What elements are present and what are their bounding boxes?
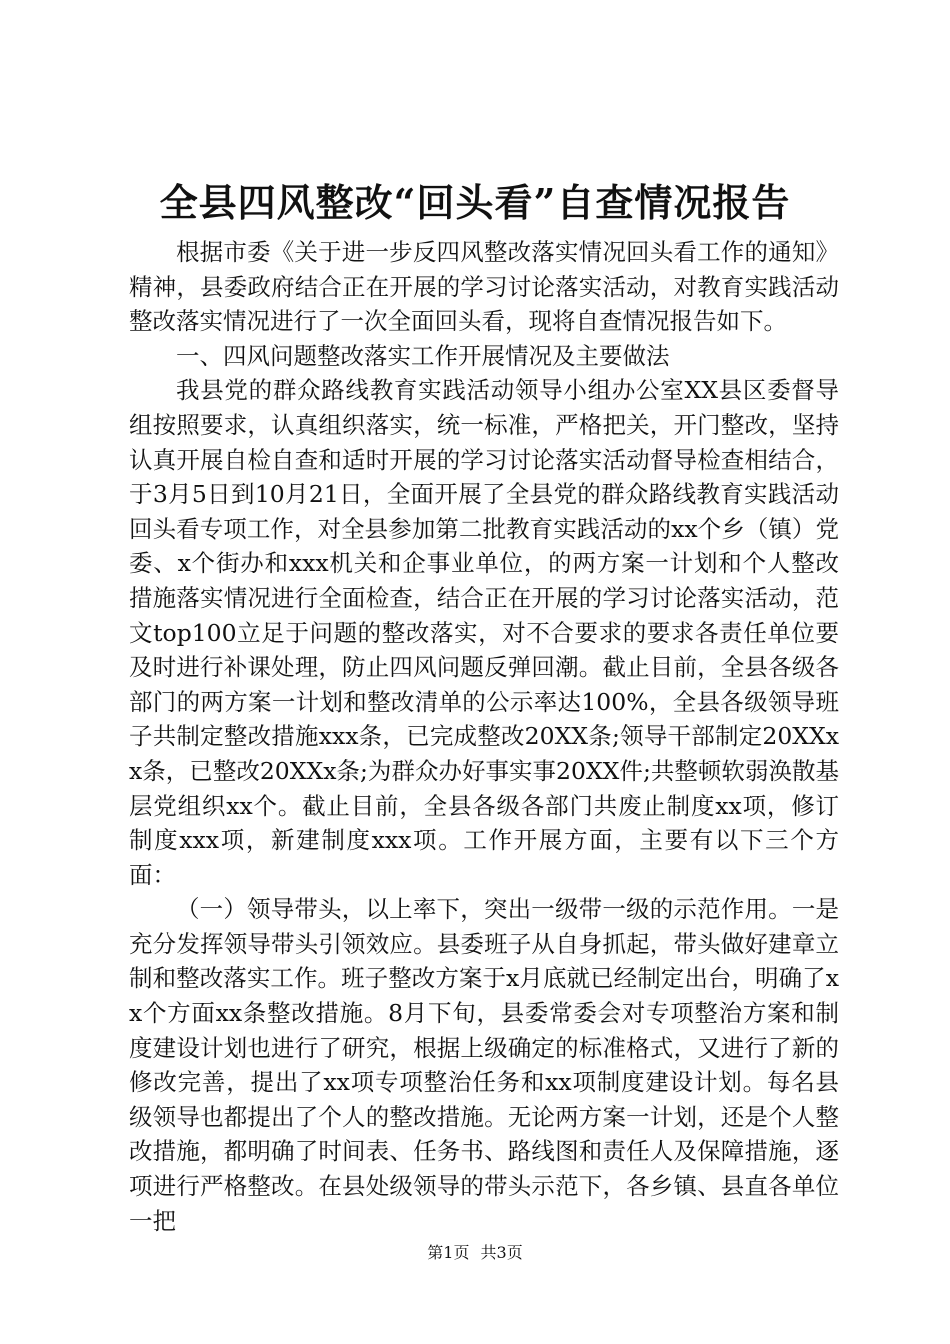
section-heading-1: 一、四风问题整改落实工作开展情况及主要做法: [176, 341, 670, 370]
document-body: [129, 235, 839, 1238]
page-footer: [0, 1242, 950, 1264]
paragraph-subsection-1: （一）领导带头，以上率下，突出一级带一级的示范作用。一是充分发挥领导带头引领效应。县委班子从自身抓起，带头做好建章立制和整改落实工作。班子整改方案于x月底就已经制定出台，明确了xx个方面xx条整改措施。8月下旬，县委常委会对专项整治方案和制度建设计划也进行了研究，根据上级确定的标准格式，又进行了新的修改完善，提出了xx项专项整治任务和xx项制度建设计划。每名县级领导也都提出了个人的整改措施。无论两方案一计划，还是个人整改措施，都明确了时间表、任务书、路线图和责任人及保障措施，逐项进行严格整改。在县处级领导的带头示范下，各乡镇、县直各单位一把: [129, 895, 839, 1235]
document-title: 全县四风整改“回头看”自查情况报告: [159, 180, 791, 225]
paragraph-overview: 我县党的群众路线教育实践活动领导小组办公室XX县区委督导组按照要求，认真组织落实，统一标准，严格把关，开门整改，坚持认真开展自检自查和适时开展的学习讨论落实活动督导检查相结合，于3月5日到10月21日，全面开展了全县党的群众路线教育实践活动回头看专项工作，对全县参加第二批教育实践活动的xx个乡（镇）党委、x个街办和xxx机关和企事业单位，的两方案一计划和个人整改措施落实情况进行全面检查，结合正在开展的学习讨论落实活动，范文top100立足于问题的整改落实，对不合要求的要求各责任单位要及时进行补课处理，防止四风问题反弹回潮。截止目前，全县各级各部门的两方案一计划和整改清单的公示率达100%，全县各级领导班子共制定整改措施xxx条，已完成整改20XX条;领导干部制定20XXxx条，已整改20XXx条;为群众办好事实事20XX件;共整顿软弱涣散基层党组织xx个。截止目前，全县各级各部门共废止制度xx项，修订制度xxx项，新建制度xxx项。工作开展方面，主要有以下三个方面：: [129, 376, 839, 889]
page-number: 第1页: [427, 1243, 470, 1262]
page-total: 共3页: [480, 1243, 523, 1262]
paragraph-intro: 根据市委《关于进一步反四风整改落实情况回头看工作的通知》精神，县委政府结合正在开展的学习讨论落实活动，对教育实践活动整改落实情况进行了一次全面回头看，现将自查情况报告如下。: [129, 238, 839, 336]
